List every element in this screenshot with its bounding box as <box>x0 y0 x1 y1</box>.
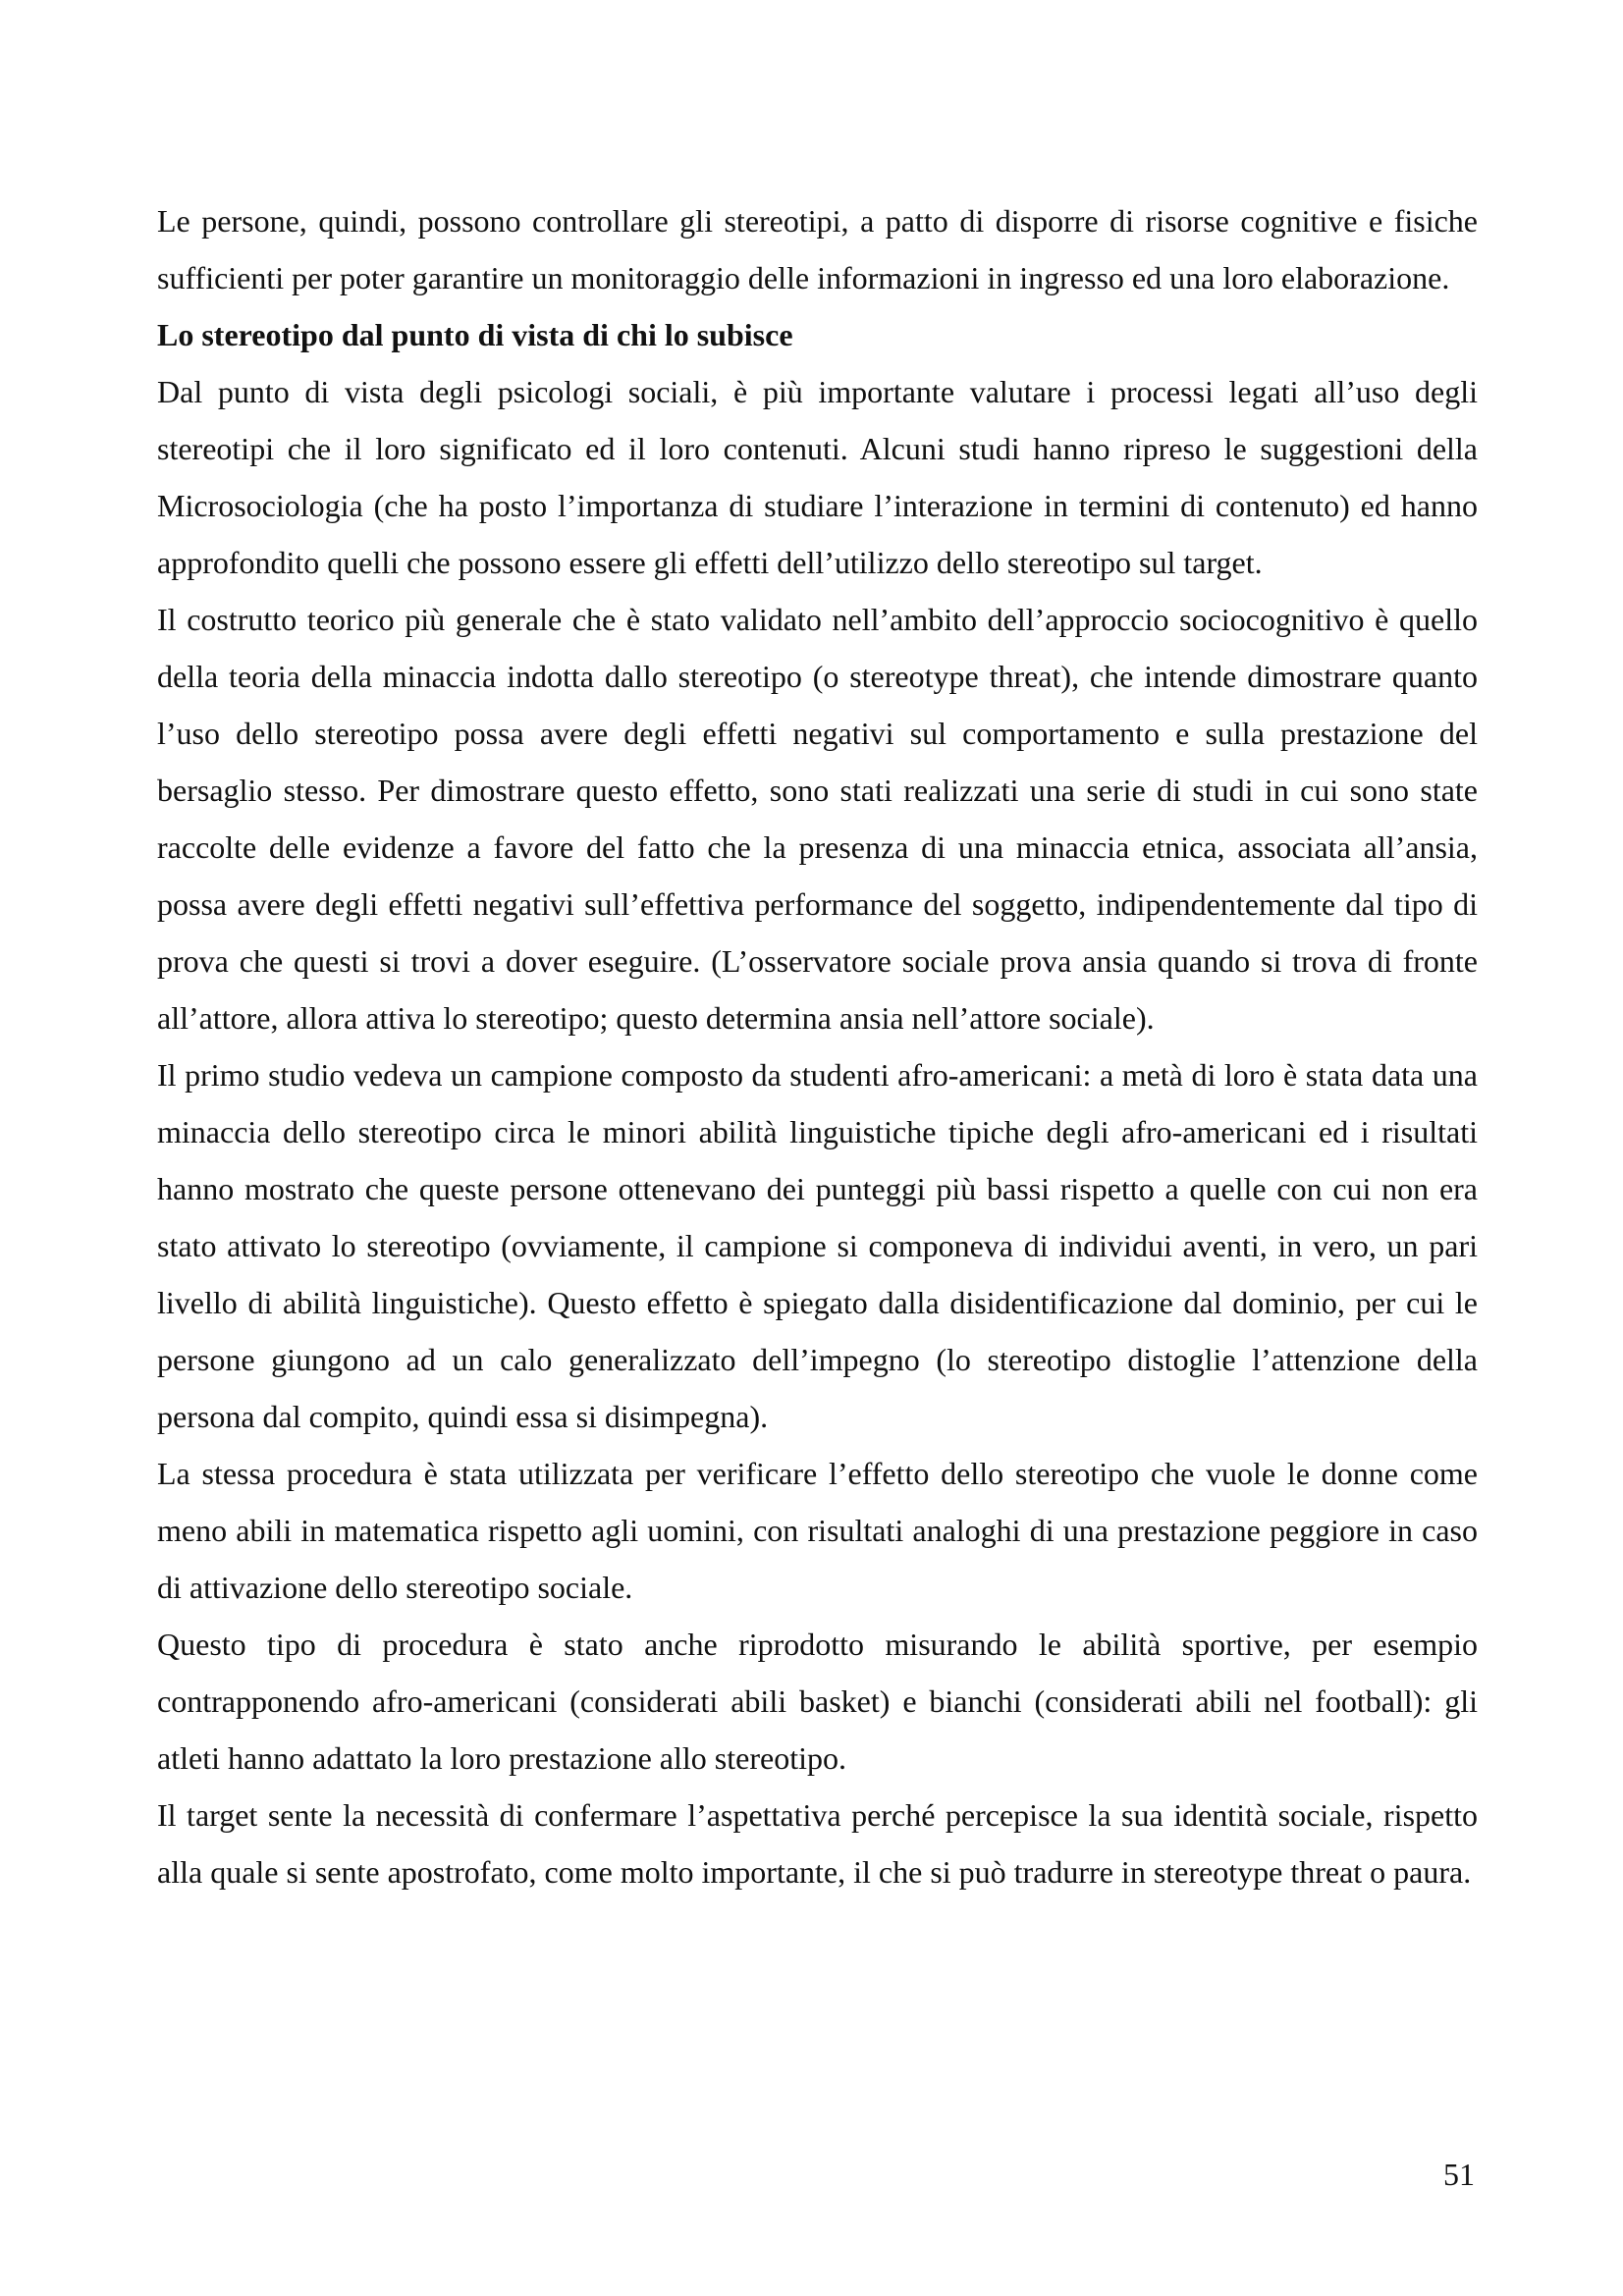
paragraph-1: Dal punto di vista degli psicologi sociali, è più importante valutare i processi legati all’uso degli stereotipi che il loro significato ed il loro contenuti. Alcuni studi hanno ripreso le suggestioni della Microsociologia (che ha posto l’importanza di studiare l’interazione in termini di contenuto) ed hanno approfondito quelli che possono essere gli effetti dell’utilizzo dello stereotipo sul target. <box>157 374 1478 580</box>
section-heading: Lo stereotipo dal punto di vista di chi lo subisce <box>157 317 793 352</box>
paragraph-5: Questo tipo di procedura è stato anche riprodotto misurando le abilità sportive, per esempio contrapponendo afro-americani (considerati abili basket) e bianchi (considerati abili nel football): gli atleti hanno adattato la loro prestazione allo stereotipo. <box>157 1627 1478 1776</box>
paragraph-6: Il target sente la necessità di confermare l’aspettativa perché percepisce la sua identità sociale, rispetto alla quale si sente apostrofato, come molto importante, il che si può tradurre in stereotype threat o paura. <box>157 1797 1478 1890</box>
paragraph-4: La stessa procedura è stata utilizzata per verificare l’effetto dello stereotipo che vuole le donne come meno abili in matematica rispetto agli uomini, con risultati analoghi di una prestazione peggiore in caso di attivazione dello stereotipo sociale. <box>157 1456 1478 1605</box>
page-number: 51 <box>1443 2157 1475 2192</box>
paragraph-3: Il primo studio vedeva un campione composto da studenti afro-americani: a metà di loro è stata data una minaccia dello stereotipo circa le minori abilità linguistiche tipiche degli afro-americani ed i risultati hanno mostrato che queste persone ottenevano dei punteggi più bassi rispetto a quelle con cui non era stato attivato lo stereotipo (ovviamente, il campione si componeva di individui aventi, in vero, un pari livello di abilità linguistiche). Questo effetto è spiegato dalla disidentificazione dal dominio, per cui le persone giungono ad un calo generalizzato dell’impegno (lo stereotipo distoglie l’attenzione della persona dal compito, quindi essa si disimpegna). <box>157 1057 1478 1434</box>
page-body <box>157 192 1478 1900</box>
intro-paragraph: Le persone, quindi, possono controllare gli stereotipi, a patto di disporre di risorse cognitive e fisiche sufficienti per poter garantire un monitoraggio delle informazioni in ingresso ed una loro elaborazione. <box>157 203 1478 295</box>
paragraph-2: Il costrutto teorico più generale che è stato validato nell’ambito dell’approccio sociocognitivo è quello della teoria della minaccia indotta dallo stereotipo (o stereotype threat), che intende dimostrare quanto l’uso dello stereotipo possa avere degli effetti negativi sul comportamento e sulla prestazione del bersaglio stesso. Per dimostrare questo effetto, sono stati realizzati una serie di studi in cui sono state raccolte delle evidenze a favore del fatto che la presenza di una minaccia etnica, associata all’ansia, possa avere degli effetti negativi sull’effettiva performance del soggetto, indipendentemente dal tipo di prova che questi si trovi a dover eseguire. (L’osservatore sociale prova ansia quando si trova di fronte all’attore, allora attiva lo stereotipo; questo determina ansia nell’attore sociale). <box>157 602 1478 1036</box>
